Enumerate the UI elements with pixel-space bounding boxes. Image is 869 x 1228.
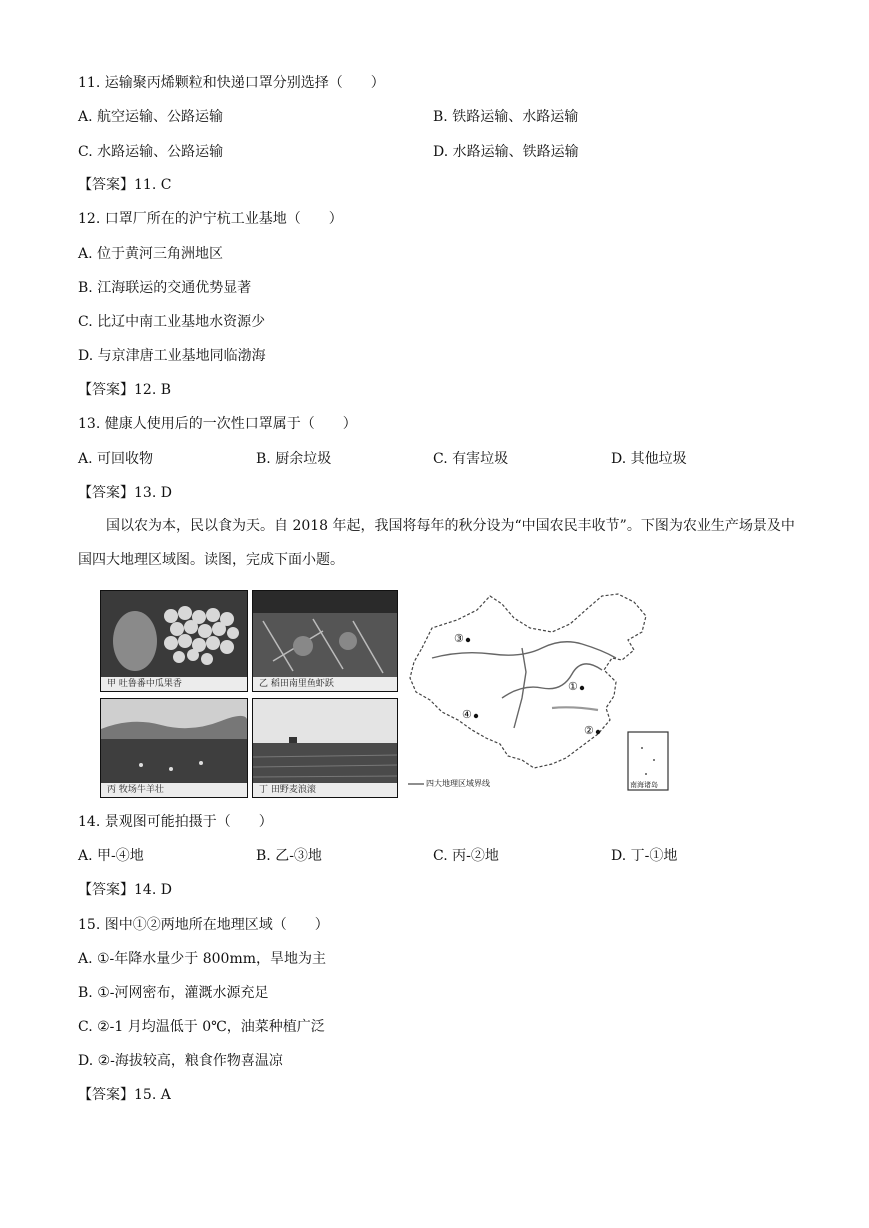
- q11-options-row-1: [78, 107, 798, 127]
- q12-answer: 【答案】12. B: [78, 382, 172, 398]
- map-legend: 四大地理区域界线: [426, 779, 490, 788]
- q13-option-a: A. 可回收物: [78, 451, 154, 467]
- q11-option-d: D. 水路运输、铁路运输: [433, 144, 579, 160]
- caption-jia: 甲 吐鲁番中瓜果香: [101, 677, 247, 691]
- q11-answer: 【答案】11. C: [78, 177, 172, 193]
- q15-answer: 【答案】15. A: [78, 1087, 171, 1103]
- q13-stem: 13. 健康人使用后的一次性口罩属于（ ）: [78, 416, 357, 432]
- q13-option-c: C. 有害垃圾: [433, 451, 509, 467]
- map-inset-label: 南海诸岛: [630, 781, 658, 789]
- q11-option-b: B. 铁路运输、水路运输: [433, 109, 579, 125]
- q14-option-d: D. 丁-①地: [611, 848, 678, 864]
- photo-ding: [252, 698, 398, 798]
- q14-options-row: [78, 846, 798, 866]
- q15-stem: 15. 图中①②两地所在地理区域（ ）: [78, 917, 329, 933]
- q15-option-b: B. ①-河网密布，灌溉水源充足: [78, 985, 269, 1001]
- q15-option-d: D. ②-海拔较高，粮食作物喜温凉: [78, 1053, 283, 1069]
- q11-stem: 11. 运输聚丙烯颗粒和快递口罩分别选择（ ）: [78, 75, 385, 91]
- caption-bing: 丙 牧场牛羊壮: [101, 783, 247, 797]
- q13-option-d: D. 其他垃圾: [611, 451, 687, 467]
- q14-stem: 14. 景观图可能拍摄于（ ）: [78, 814, 273, 830]
- q11-option-c: C. 水路运输、公路运输: [78, 144, 224, 160]
- q12-option-d: D. 与京津唐工业基地同临渤海: [78, 348, 266, 364]
- q15-option-c: C. ②-1 月均温低于 0℃，油菜种植广泛: [78, 1019, 325, 1035]
- q12-option-a: A. 位于黄河三角洲地区: [78, 246, 224, 262]
- china-regions-map: [402, 588, 678, 800]
- photo-bing: [100, 698, 248, 798]
- photo-yi: [252, 590, 398, 692]
- q14-option-c: C. 丙-②地: [433, 848, 499, 864]
- q14-option-b: B. 乙-③地: [256, 848, 322, 864]
- q13-options-row: [78, 449, 798, 469]
- q13-option-b: B. 厨余垃圾: [256, 451, 332, 467]
- q15-option-a: A. ①-年降水量少于 800mm，旱地为主: [78, 951, 327, 967]
- q11-option-a: A. 航空运输、公路运输: [78, 109, 224, 125]
- map-marker-1: ①: [568, 680, 578, 693]
- photo-jia: [100, 590, 248, 692]
- q12-stem: 12. 口罩厂所在的沪宁杭工业基地（ ）: [78, 211, 343, 227]
- q11-options-row-2: [78, 142, 798, 162]
- map-marker-4: ④: [462, 708, 472, 721]
- q12-option-c: C. 比辽中南工业基地水资源少: [78, 314, 266, 330]
- q12-option-b: B. 江海联运的交通优势显著: [78, 280, 252, 296]
- figure-farm-scenes-and-map: [98, 588, 678, 800]
- q14-answer: 【答案】14. D: [78, 882, 172, 898]
- caption-ding: 丁 田野麦浪滚: [253, 783, 397, 797]
- q14-option-a: A. 甲-④地: [78, 848, 144, 864]
- q13-answer: 【答案】13. D: [78, 485, 172, 501]
- caption-yi: 乙 稻田南里鱼虾跃: [253, 677, 397, 691]
- intro-paragraph: 国以农为本，民以食为天。自 2018 年起，我国将每年的秋分设为“中国农民丰收节”。下图为农业生产场景及中国四大地理区域图。读图，完成下面小题。: [78, 518, 795, 568]
- map-marker-2: ②: [584, 724, 594, 737]
- map-marker-3: ③: [454, 632, 464, 645]
